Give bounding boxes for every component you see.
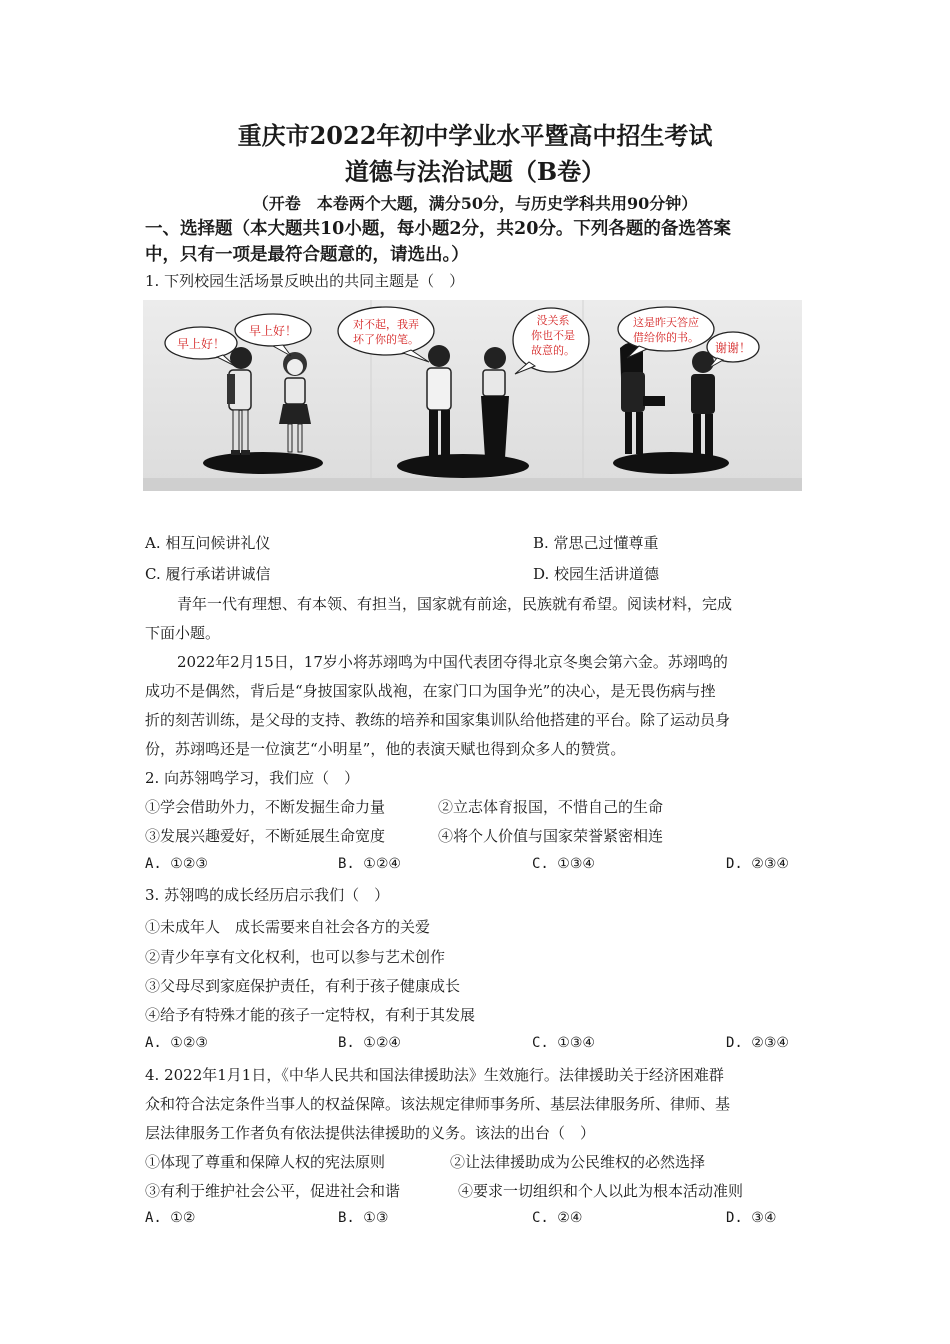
question-3-stem: 3. 苏翎鸣的成长经历启示我们（ ） [145,886,390,904]
q1-option-c: C. 履行承诺讲诚信 [145,565,271,583]
q2-option-b: B. ①②④ [338,856,401,872]
section-heading-line: 一、选择题（本大题共10小题，每小题2分，共20分。下列各题的备选答案 [145,219,731,239]
q2-option-d: D. ②③④ [726,856,789,872]
q4-statement-2: ②让法律援助成为公民维权的必然选择 [450,1153,706,1171]
q4-option-d: D. ③④ [726,1210,777,1226]
q3-option-b: B. ①②④ [338,1035,401,1051]
passage-intro-line: 青年一代有理想、有本领、有担当，国家就有前途，民族就有希望。阅读材料，完成 [177,595,733,613]
q3-statement-4: ④给予有特殊才能的孩子一定特权，有利于其发展 [145,1006,476,1024]
q1-option-b: B. 常思己过懂尊重 [533,534,659,552]
q4-option-c: C. ②④ [532,1210,583,1226]
speech-bubble-text: 坏了你的笔。 [353,333,419,346]
speech-bubble-text: 对不起，我弄 [353,318,419,331]
exam-subtitle: 道德与法治试题（B卷） [344,157,606,186]
q4-stem-line: 层法律服务工作者负有依法提供法律援助的义务。该法的出台（ ） [145,1124,596,1142]
campus-scene-illustration [143,300,802,491]
q1-option-d: D. 校园生活讲道德 [533,565,660,583]
speech-bubble-text: 借给你的书。 [633,331,699,344]
scene-1-platform [203,452,323,474]
speech-bubble-text: 这是昨天答应 [633,316,699,329]
q4-stem-line: 众和符合法定条件当事人的权益保障。该法规定律师事务所、基层法律服务所、律师、基 [145,1095,731,1113]
scene-2-platform [397,454,529,478]
q3-statement-3: ③父母尽到家庭保护责任，有利于孩子健康成长 [145,977,461,995]
q4-statement-4: ④要求一切组织和个人以此为根本活动准则 [458,1182,744,1200]
q2-statement-4: ④将个人价值与国家荣誉紧密相连 [438,827,664,845]
q2-option-a: A. ①②③ [145,856,208,872]
q4-stem-line: 4. 2022年1月1日，《中华人民共和国法律援助法》生效施行。法律援助关于经济困难群 [145,1066,724,1084]
exam-title: 重庆市2022年初中学业水平暨高中招生考试 [237,121,713,150]
passage-material-line: 折的刻苦训练，是父母的支持、教练的培养和国家集训队给他搭建的平台。除了运动员身 [145,711,731,729]
reading-passage [145,590,805,764]
question-1-stem: 1. 下列校园生活场景反映出的共同主题是（ ） [145,272,465,290]
q2-statement-1: ①学会借助外力，不断发掘生命力量 [145,798,386,816]
speech-bubble-text: 你也不是 [531,329,575,342]
q4-option-a: A. ①② [145,1210,196,1226]
q3-option-a: A. ①②③ [145,1035,208,1051]
speech-bubble-text: 早上好！ [248,324,298,338]
passage-material-line: 2022年2月15日，17岁小将苏翊鸣为中国代表团夺得北京冬奥会第六金。苏翊鸣的 [177,653,728,671]
q3-option-d: D. ②③④ [726,1035,789,1051]
q1-option-a: A. 相互问候讲礼仪 [145,534,271,552]
question-2-stem: 2. 向苏翎鸣学习，我们应（ ） [145,769,360,787]
question-4-stem [145,1061,805,1148]
q3-statement-1: ①未成年人 成长需要来自社会各方的关爱 [145,918,431,936]
section-heading [145,216,805,268]
q4-statement-3: ③有利于维护社会公平，促进社会和谐 [145,1182,401,1200]
passage-material-line: 成功不是偶然，背后是“身披国家队战袍，在家门口为国争光”的决心，是无畏伤病与挫 [145,682,716,700]
q4-option-b: B. ①③ [338,1210,389,1226]
speech-bubble-text: 早上好！ [176,337,226,351]
speech-bubble-text: 没关系 [536,314,570,327]
speech-bubble-text: 故意的。 [531,344,575,357]
q2-statement-3: ③发展兴趣爱好，不断延展生命宽度 [145,827,386,845]
q3-statement-2: ②青少年享有文化权利，也可以参与艺术创作 [145,948,446,966]
q2-option-c: C. ①③④ [532,856,595,872]
section-heading-line: 中，只有一项是最符合题意的，请选出。） [145,245,469,265]
passage-material-line: 份，苏翊鸣还是一位演艺“小明星”，他的表演天赋也得到众多人的赞赏。 [145,740,626,758]
q3-option-c: C. ①③④ [532,1035,595,1051]
speech-bubble-text: 谢谢！ [714,341,752,355]
q2-statement-2: ②立志体育报国，不惜自己的生命 [438,798,664,816]
exam-note: （开卷 本卷两个大题，满分50分，与历史学科共用90分钟） [252,194,698,213]
passage-intro-line: 下面小题。 [145,624,221,642]
q4-statement-1: ①体现了尊重和保障人权的宪法原则 [145,1153,386,1171]
